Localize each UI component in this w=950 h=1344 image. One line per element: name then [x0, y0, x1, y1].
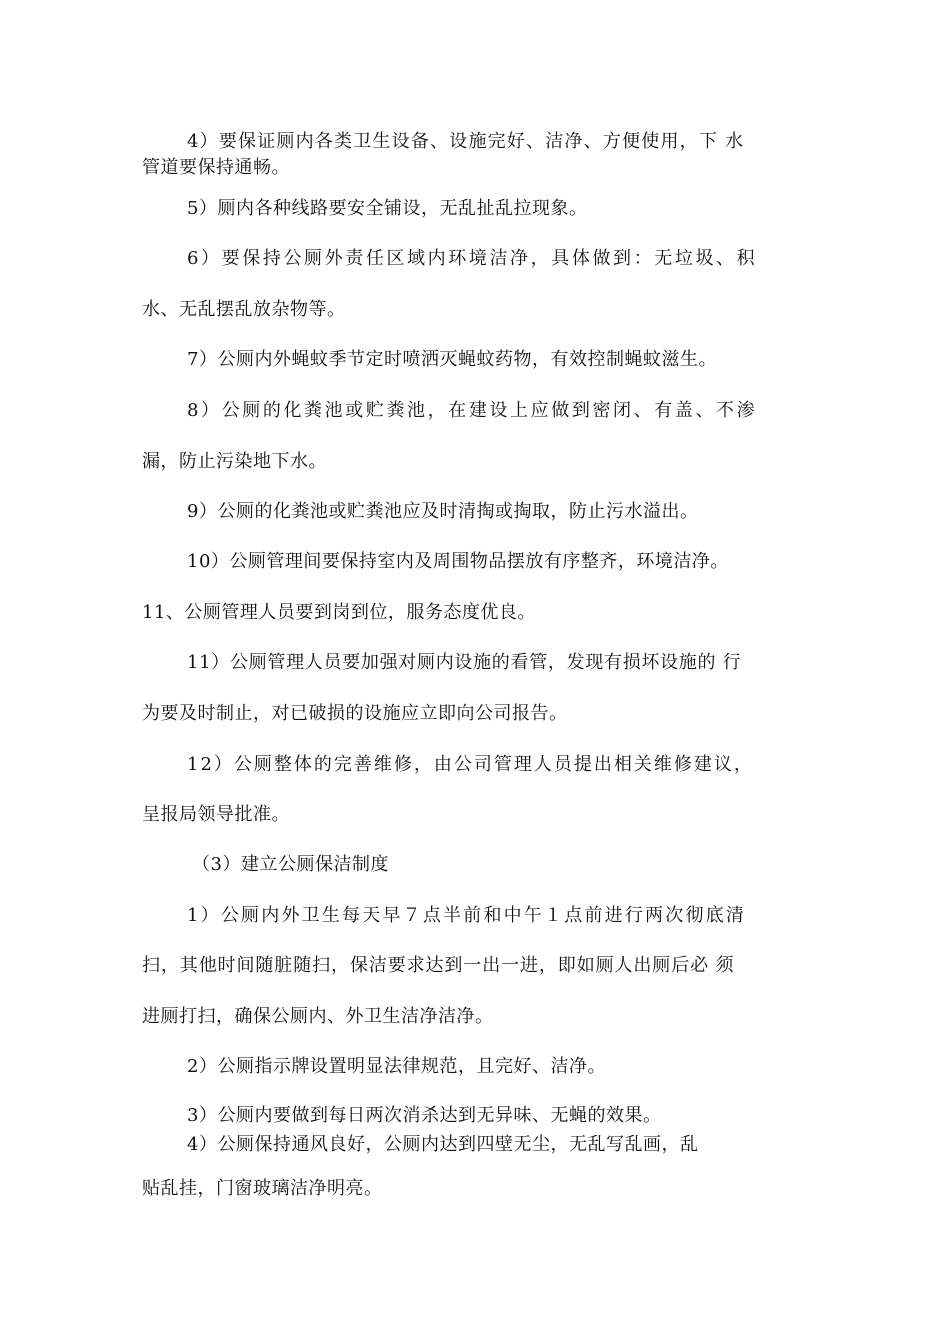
text-line: 11、公厕管理人员要到岗到位，服务态度优良。: [142, 602, 536, 623]
text-line: 8）公厕的化粪池或贮粪池，在建设上应做到密闭、有盖、不渗: [187, 400, 758, 421]
text-line: 贴乱挂，门窗玻璃洁净明亮。: [142, 1178, 383, 1199]
text-line: 9）公厕的化粪池或贮粪池应及时清掏或掏取，防止污水溢出。: [187, 501, 699, 522]
text-line: 5）厕内各种线路要安全铺设，无乱扯乱拉现象。: [187, 198, 588, 219]
text-line: 12）公厕整体的完善维修，由公司管理人员提出相关维修建议，: [187, 754, 754, 775]
text-line: 漏，防止污染地下水。: [142, 451, 327, 472]
text-line: 10）公厕管理间要保持室内及周围物品摆放有序整齐，环境洁净。: [187, 551, 729, 572]
text-line: 6）要保持公厕外责任区域内环境洁净，具体做到：无垃圾、积: [187, 248, 758, 269]
text-line: 1）公厕内外卫生每天早７点半前和中午１点前进行两次彻底清: [187, 905, 747, 926]
text-line: 进厕打扫，确保公厕内、外卫生洁净洁净。: [142, 1006, 494, 1027]
text-line: 为要及时制止，对已破损的设施应立即向公司报告。: [142, 703, 568, 724]
text-line: 11）公厕管理人员要加强对厕内设施的看管，发现有损坏设施的 行: [187, 652, 742, 673]
text-line: 4）公厕保持通风良好，公厕内达到四壁无尘，无乱写乱画，乱: [187, 1134, 699, 1155]
text-line: 4）要保证厕内各类卫生设备、设施完好、洁净、方便使用，下 水: [187, 131, 745, 152]
text-line: 管道要保持通畅。: [142, 157, 290, 178]
text-line: 呈报局领导批准。: [142, 804, 290, 825]
text-line: 扫，其他时间随脏随扫，保洁要求达到一出一进，即如厕人出厕后必 须: [142, 955, 735, 976]
text-line: 7）公厕内外蝇蚊季节定时喷洒灭蝇蚊药物，有效控制蝇蚊滋生。: [187, 349, 717, 370]
text-line: 水、无乱摆乱放杂物等。: [142, 299, 346, 320]
text-line: 3）公厕内要做到每日两次消杀达到无异味、无蝇的效果。: [187, 1105, 662, 1126]
text-line: 2）公厕指示牌设置明显法律规范，且完好、洁净。: [187, 1056, 606, 1077]
section-heading: （3）建立公厕保洁制度: [192, 854, 389, 875]
